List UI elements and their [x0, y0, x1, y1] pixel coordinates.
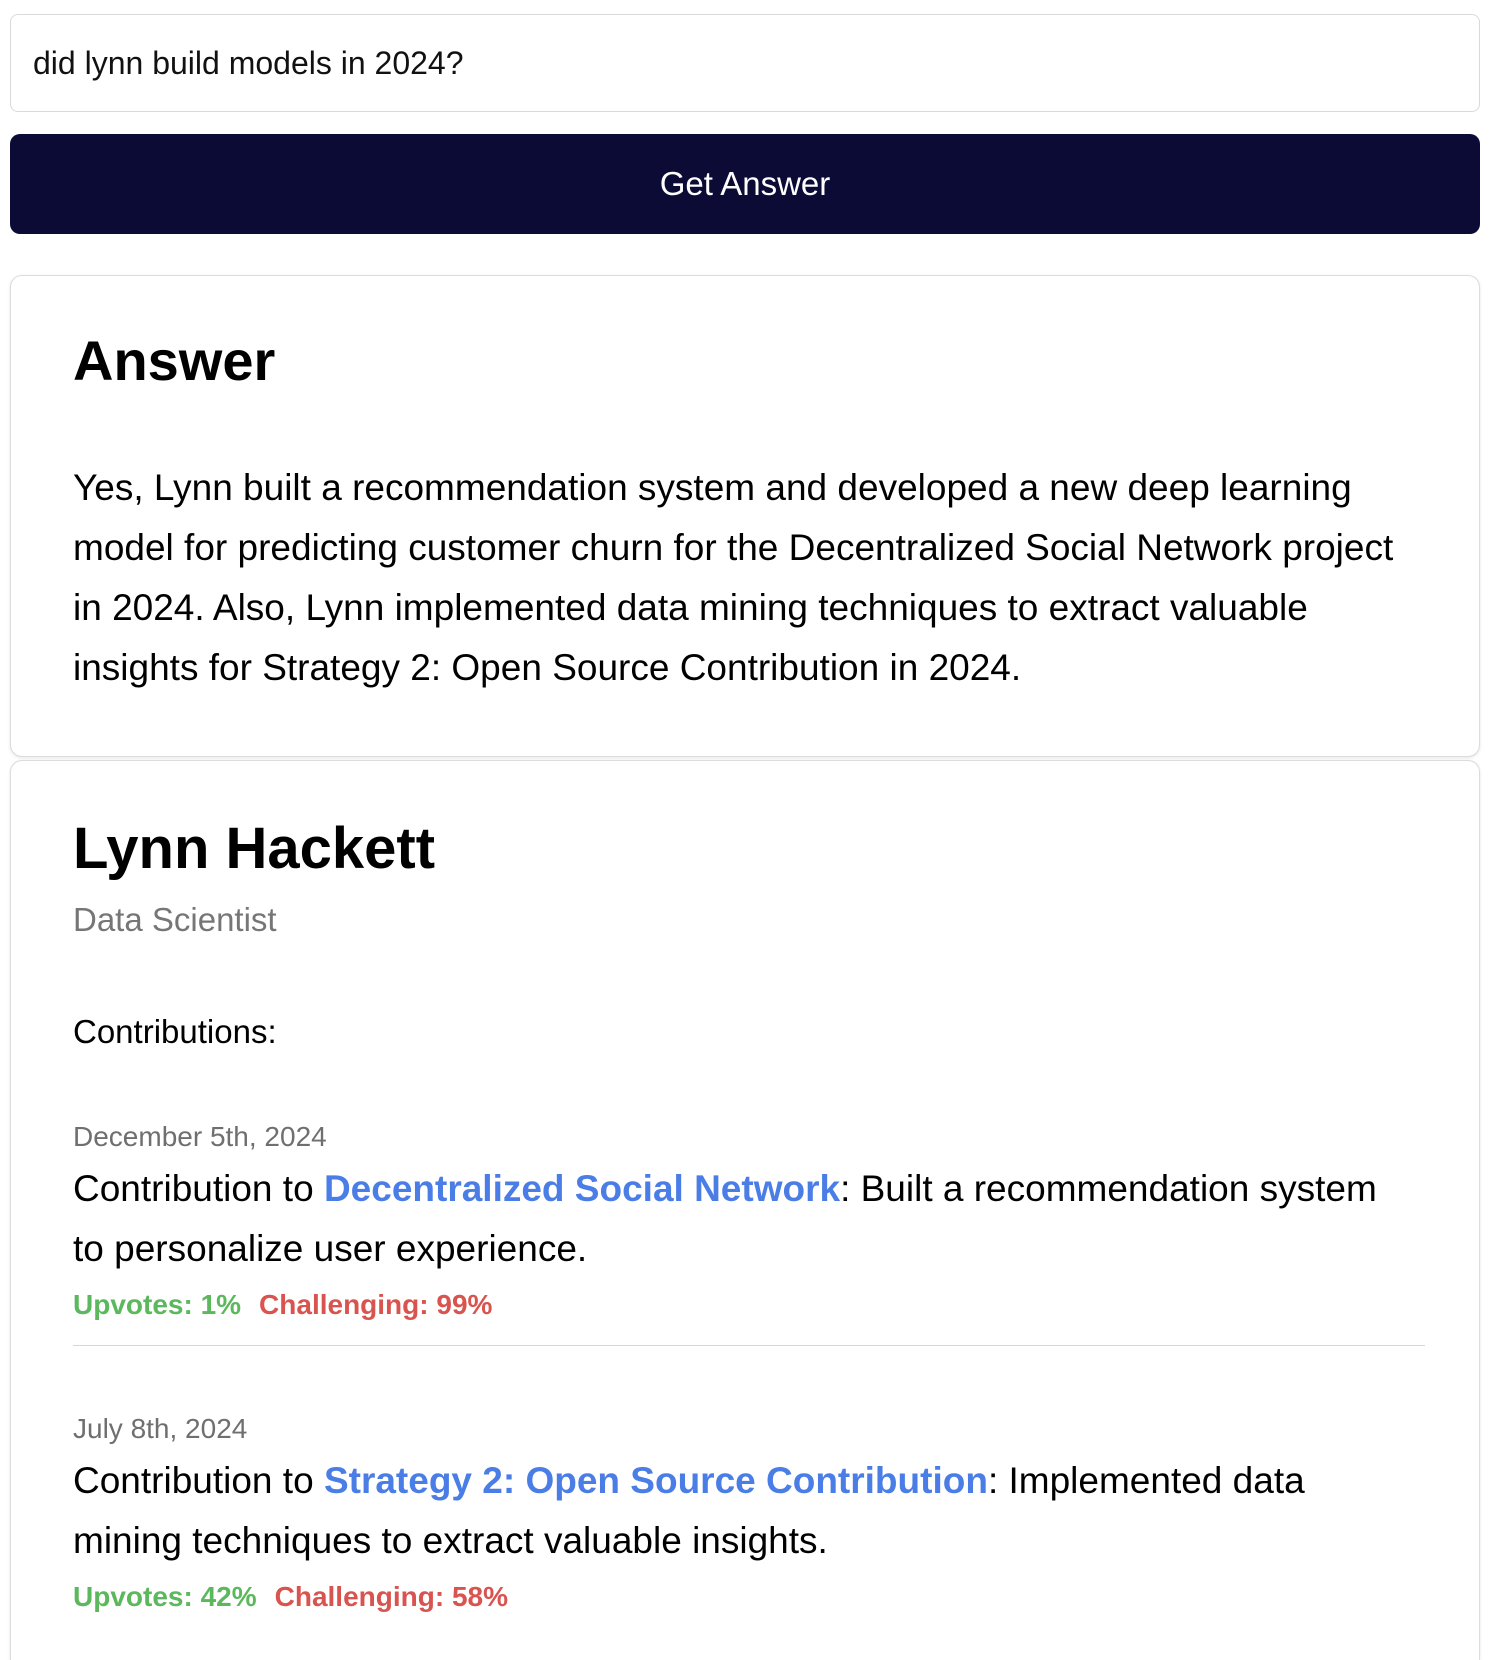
- contribution-description: : Built a recommendation system to personalize user experience.: [73, 1168, 1377, 1269]
- contribution-text: [73, 1451, 1405, 1571]
- upvotes-stat: Upvotes: 42%: [73, 1581, 257, 1612]
- contributions-heading: Contributions:: [73, 1013, 277, 1050]
- contribution-prefix: Contribution to: [73, 1168, 324, 1209]
- question-input[interactable]: [10, 14, 1480, 112]
- contribution-item: [73, 1411, 1405, 1615]
- project-link-open-source-contribution[interactable]: Strategy 2: Open Source Contribution: [323, 1460, 988, 1501]
- challenging-stat: Challenging: 99%: [259, 1289, 493, 1320]
- get-answer-button[interactable]: Get Answer: [10, 134, 1480, 234]
- project-link-decentralized-social-network[interactable]: Decentralized Social Network: [323, 1168, 841, 1209]
- contribution-item: [73, 1119, 1405, 1323]
- profile-card: [10, 760, 1480, 1660]
- answer-card: [10, 275, 1480, 757]
- contribution-divider: [73, 1345, 1425, 1346]
- answer-text: Yes, Lynn built a recommendation system and developed a new deep learning model for predicting customer churn for the Decentralized Social Network project in 2024. Also, Lynn implemented data mining techniques to extract valuable insights for Strategy 2: Open Source Contribution in 2024.: [73, 467, 1394, 688]
- contribution-text: [73, 1159, 1405, 1279]
- answer-title: Answer: [73, 329, 276, 392]
- vote-stats: [73, 1287, 1405, 1323]
- person-name: Lynn Hackett: [73, 816, 436, 881]
- person-role: Data Scientist: [73, 901, 277, 938]
- vote-stats: [73, 1579, 1405, 1615]
- contribution-description: : Implemented data mining techniques to extract valuable insights.: [73, 1460, 1305, 1561]
- challenging-stat: Challenging: 58%: [274, 1581, 508, 1612]
- contribution-prefix: Contribution to: [73, 1460, 324, 1501]
- contribution-date: December 5th, 2024: [73, 1121, 327, 1152]
- contribution-date: July 8th, 2024: [73, 1413, 248, 1444]
- upvotes-stat: Upvotes: 1%: [73, 1289, 242, 1320]
